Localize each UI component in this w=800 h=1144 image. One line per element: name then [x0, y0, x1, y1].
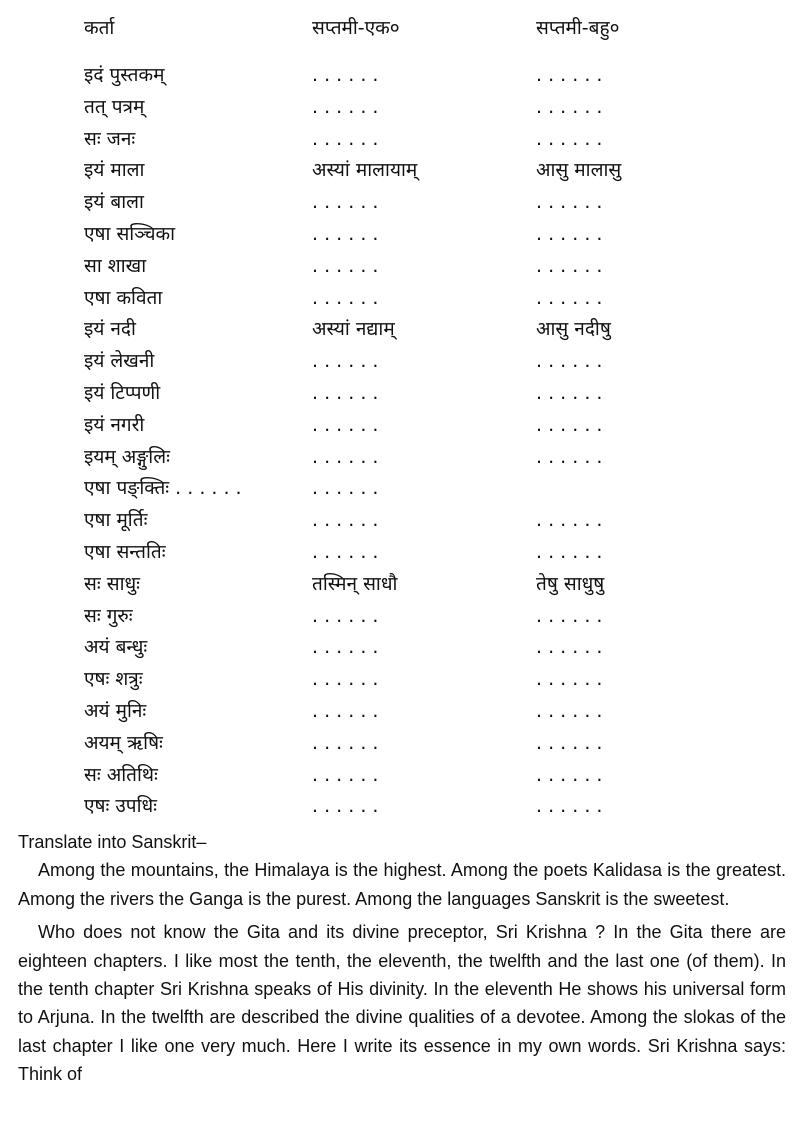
- table-row: [0, 60, 800, 91]
- locative-singular-cell: तस्मिन् साधौ: [312, 572, 398, 595]
- nominative-cell: एषः शत्रुः: [84, 668, 143, 691]
- locative-plural-cell: . . . . . .: [536, 223, 603, 245]
- nominative-cell: तत् पत्रम्: [84, 95, 145, 118]
- nominative-cell: एषा मूर्तिः: [84, 509, 148, 532]
- table-row: [0, 124, 800, 155]
- nominative-cell: सः गुरुः: [84, 604, 133, 627]
- locative-singular-cell: . . . . . .: [312, 286, 379, 309]
- table-row: [0, 537, 800, 568]
- table-row: [0, 187, 800, 218]
- locative-plural-cell: . . . . . .: [536, 445, 603, 468]
- locative-singular-cell: . . . . . .: [312, 127, 379, 150]
- locative-plural-cell: . . . . . .: [536, 127, 603, 150]
- locative-plural-cell: . . . . . .: [536, 382, 603, 404]
- nominative-cell: एषा सन्ततिः: [84, 541, 166, 563]
- nominative-cell: इयं नगरी: [84, 413, 145, 436]
- locative-singular-cell: . . . . . .: [312, 413, 379, 436]
- header-karta: कर्ता: [84, 17, 115, 39]
- table-row: [0, 569, 800, 600]
- table-row: [0, 219, 800, 250]
- nominative-cell: अयम् ऋषिः: [84, 731, 163, 754]
- locative-singular-cell: . . . . . .: [312, 445, 379, 468]
- locative-plural-cell: . . . . . .: [536, 191, 603, 214]
- locative-plural-cell: . . . . . .: [536, 95, 603, 118]
- locative-plural-cell: . . . . . .: [536, 668, 603, 691]
- locative-singular-cell: . . . . . .: [312, 795, 379, 818]
- table-row: [0, 473, 800, 504]
- locative-plural-cell: आसु नदीषु: [536, 318, 611, 341]
- exercise-paragraph: Who does not know the Gita and its divine preceptor, Sri Krishna ? In the Gita there are eighteen chapters. I like most the tenth, the eleventh, the twelfth and the last one (of them). In the tenth chapter Sri Krishna speaks of His divinity. In the eleventh He shows his universal form to Arjuna. In the twelfth are described the divine qualities of a devotee. Among the slokas of the last chapter I like one very much. Here I write its essence in my own words. Sri Krishna says: Think of: [18, 922, 786, 1085]
- exercise-heading: Translate into Sanskrit–: [18, 832, 207, 852]
- table-row: [0, 728, 800, 759]
- table-row: [0, 442, 800, 473]
- table-row: [0, 155, 800, 186]
- nominative-cell: इयं नदी: [84, 318, 136, 341]
- locative-singular-cell: . . . . . .: [312, 191, 379, 214]
- table-row: [0, 410, 800, 441]
- nominative-cell: अयं मुनिः: [84, 700, 147, 722]
- nominative-cell: इयं लेखनी: [84, 350, 155, 373]
- table-row: [0, 632, 800, 663]
- nominative-cell: इयं टिप्पणी: [84, 382, 161, 404]
- table-row: [0, 346, 800, 377]
- table-row: [0, 314, 800, 345]
- locative-plural-cell: . . . . . .: [536, 636, 603, 659]
- header-saptami-singular: सप्तमी-एक०: [312, 17, 400, 39]
- locative-singular-cell: . . . . . .: [312, 541, 379, 563]
- table-row: [0, 251, 800, 282]
- nominative-cell: एषः उपधिः: [84, 795, 158, 818]
- nominative-cell: इयं बाला: [84, 191, 144, 214]
- locative-plural-cell: . . . . . .: [536, 604, 603, 627]
- table-row: [0, 92, 800, 123]
- table-row: [0, 505, 800, 536]
- locative-singular-cell: . . . . . .: [312, 95, 379, 118]
- locative-singular-cell: . . . . . .: [312, 604, 379, 627]
- locative-plural-cell: आसु मालासु: [536, 159, 622, 182]
- table-row: [0, 791, 800, 822]
- locative-plural-cell: . . . . . .: [536, 509, 603, 532]
- locative-singular-cell: . . . . . .: [312, 254, 379, 277]
- locative-singular-cell: अस्यां नद्याम्: [312, 318, 395, 341]
- locative-singular-cell: . . . . . .: [312, 382, 379, 404]
- nominative-cell: एषा सञ्चिका: [84, 223, 176, 245]
- nominative-cell: सः जनः: [84, 127, 136, 150]
- locative-plural-cell: . . . . . .: [536, 763, 603, 786]
- locative-plural-cell: . . . . . .: [536, 795, 603, 818]
- locative-singular-cell: . . . . . .: [312, 64, 379, 86]
- locative-singular-cell: अस्यां मालायाम्: [312, 159, 418, 182]
- nominative-cell: सः अतिथिः: [84, 763, 158, 786]
- nominative-cell: सः साधुः: [84, 572, 141, 595]
- table-row: [0, 283, 800, 314]
- locative-singular-cell: . . . . . .: [312, 731, 379, 754]
- nominative-cell: एषा पङ्क्तिः . . . . . .: [84, 477, 242, 500]
- table-row: [0, 601, 800, 632]
- locative-singular-cell: . . . . . .: [312, 763, 379, 786]
- nominative-cell: सा शाखा: [84, 254, 147, 277]
- locative-singular-cell: . . . . . .: [312, 223, 379, 245]
- exercise-paragraph: Among the mountains, the Himalaya is the highest. Among the poets Kalidasa is the greatest. Among the rivers the Ganga is the purest. Among the languages Sanskrit is the sweetest.: [18, 860, 786, 909]
- locative-plural-cell: . . . . . .: [536, 286, 603, 309]
- nominative-cell: इयम् अङ्गुलिः: [84, 445, 170, 468]
- locative-plural-cell: तेषु साधुषु: [536, 572, 605, 595]
- header-saptami-plural: सप्तमी-बहु०: [536, 17, 620, 39]
- locative-singular-cell: . . . . . .: [312, 477, 379, 500]
- nominative-cell: अयं बन्धुः: [84, 636, 148, 659]
- locative-plural-cell: . . . . . .: [536, 350, 603, 373]
- locative-plural-cell: . . . . . .: [536, 254, 603, 277]
- table-row: [0, 378, 800, 409]
- locative-plural-cell: . . . . . .: [536, 700, 603, 722]
- locative-singular-cell: . . . . . .: [312, 700, 379, 722]
- locative-plural-cell: . . . . . .: [536, 731, 603, 754]
- locative-singular-cell: . . . . . .: [312, 350, 379, 373]
- nominative-cell: एषा कविता: [84, 286, 163, 309]
- locative-plural-cell: . . . . . .: [536, 413, 603, 436]
- translation-exercise: [18, 828, 786, 1089]
- nominative-cell: इयं माला: [84, 159, 145, 182]
- table-row: [0, 760, 800, 791]
- nominative-cell: इदं पुस्तकम्: [84, 64, 165, 86]
- locative-singular-cell: . . . . . .: [312, 668, 379, 691]
- locative-singular-cell: . . . . . .: [312, 509, 379, 532]
- locative-plural-cell: . . . . . .: [536, 541, 603, 563]
- locative-plural-cell: . . . . . .: [536, 64, 603, 86]
- locative-singular-cell: . . . . . .: [312, 636, 379, 659]
- table-row: [0, 664, 800, 695]
- table-row: [0, 696, 800, 727]
